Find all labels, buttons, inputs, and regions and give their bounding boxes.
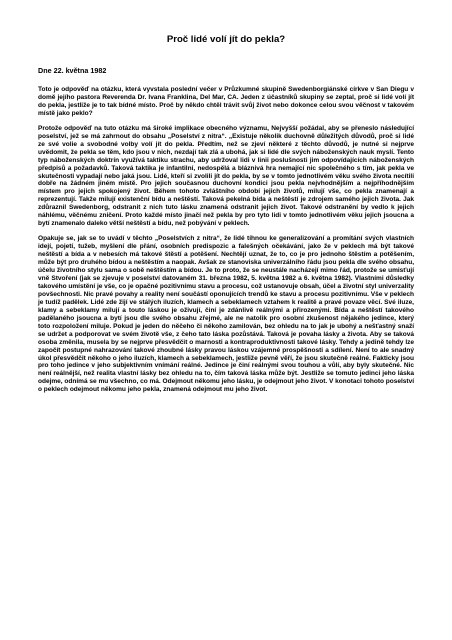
document-page: [38, 34, 414, 401]
paragraph-answer: Protože odpověď na tuto otázku má široké implikace obecného významu, Nejvyšší požádal, aby se přeneslo následující poselství, jež se má zahrnout do obsahu „Poselství z nitra“. „Existuje několik duchovně důležitých důvodů, proč si lidé ze své volie a svobodné volby volí jít do pekla. Předtím, než se zjeví některé z těchto důvodů, je nutné si nejprve uvědomit, že pekla se těm, kdo jsou v nich, nezdají tak zlá a ubohá, jak si lidé dle svých náboženských nauk myslí. Tento typ náboženských doktrín využívá taktiku strachu, aby udržoval lidi v linii poslušnosti jim odpovídajících náboženských předpisů a požadavků. Taková taktika je infantilní, nedospělá a bláznivá hra nemající nic společného s tím, jak pekla ve skutečnosti vypadají nebo jaká jsou. Lidé, kteří si zvolili jít do pekla, by se v tomto jednotlivém věku svého života necítili dobře na žádném jiném místě. Pro jejich současnou duchovní kondici jsou pekla nejvhodnějším a nejpříhodnějším místem pro jejich spokojený život. Během tohoto zvláštního období jejich životů, milují vše, co pekla znamenají a reprezentují. Takže milují existenční bídu a neštěstí. Taková pekelná bída a neštěstí je zdrojem samého jejich života. Jak zdůraznil Swedenborg, odstranit z nich tuto lásku znamená odstranit jejich život. Takové odstranění by vedlo k jejich náhlému, věčnému zničení. Proto každé místo jinačí než pekla by pro tyto lidi v tomto jednotlivém věku jejich jsoucna a bytí znamenalo daleko větší neštěstí a bídu, než pobývání v peklech.: [38, 124, 414, 228]
paragraph-intro: Toto je odpověď na otázku, která vyvstala poslední večer v Průzkumné skupině Swedenborgiánské církve v San Diegu v domě jejího pastora Reverenda Dr. Ivana Franklina, Del Mar, CA. Jeden z účastníků skupiny se zeptal, proč si lidé volí jít do pekla, jestliže je to tak bídné místo. Proč by někdo chtěl trávit svůj život nebo dokonce celou svou věčnost v takovém místě jako peklo?: [38, 86, 414, 117]
document-date: Dne 22. května 1982: [38, 66, 107, 75]
paragraph-explanation: Opakuje se, jak se to uvádí v těchto „Poselstvích z nitra“, že lidé tíhnou ke generalizování a promítání svých vlastních idejí, pojetí, tužeb, myšlení dle přání, osobních predispozic a falešných očekávání, jako že v peklech má být takové neštěstí a bída a v nebesích má takové štěstí a potěšení. Nechtějí uznat, že to, co je pro jednoho štěstím a potěšením, může být pro druhého bídou a neštěstím a naopak. Avšak ze stanoviska univerzálního řádu jsou pekla dle svého obsahu, účelu životního stylu sama o sobě neštěstím a bídou. Je to proto, že se neustále nacházejí mimo řád, protože se umisťují vně Stvoření (jak se zjevuje v poselství datovaném 31. března 1982, 5. května 1982 a 6. května 1982). Vlastními důsledky takového umístění je vše, co je opačné pozitivnímu stavu a procesu, což ustanovuje obsah, účel a životní styl univerzality povšechnosti. Nic pravé povahy a reality není součástí oponujících trendů ke stavu a procesu pozitivnímu. Vše v peklech je tudíž padělek. Lidé zde žijí ve stálých iluzích, klamech a sebeklamech vztahem k realitě a pravé povaze věcí. Své iluze, klamy a sebeklamy milují a touto láskou je oživují, činí je zdánlivě reálnými a přirozenými. Bída a neštěstí takového padělaného jsoucna a bytí jsou dle svého obsahu zřejmé, ale ne natolik pro osobní zkušenost nějakého jedince, který toto rozpoložení miluje. Pokud je jeden do něčeho či někoho zamilován, bez ohledu na to jak je ubohý a nešťastný snaží se udržet a podporovat ve svém životě vše, z čeho tato láska pozůstává. Taková je povaha lásky a života. Aby se taková osoba změnila, musela by se nejprve přesvědčit o marnosti a kontraproduktivnosti takové lásky. Tehdy a jedině tehdy lze započít postupné nahrazování takové zhoubné lásky pravou láskou vzájemné prospěšnosti a sdílení. Není to ale snadný úkol přesvědčit někoho o jeho iluzích, klamech a sebeklamech, jestliže pevně věří, že jsou skutečně reálné. Fakticky jsou pro toho jedince v jeho subjektivním vnímání reálné. Jedince je činí reálnými svou touhou a vůlí, aby byly skutečné. Nic není reálnější, než realita vlastní lásky bez ohledu na to, čím taková láska může být. Jestliže se tomuto jedinci jeho láska odejme, odnímá se mu všechno, co má. Odejmout někomu jeho lásku, je odejmout jeho život. V konotaci tohoto poselství o peklech odejmout někomu jeho pekla, znamená odejmout mu jeho život.: [38, 235, 414, 394]
document-title: Proč lidé volí jít do pekla?: [166, 34, 286, 45]
